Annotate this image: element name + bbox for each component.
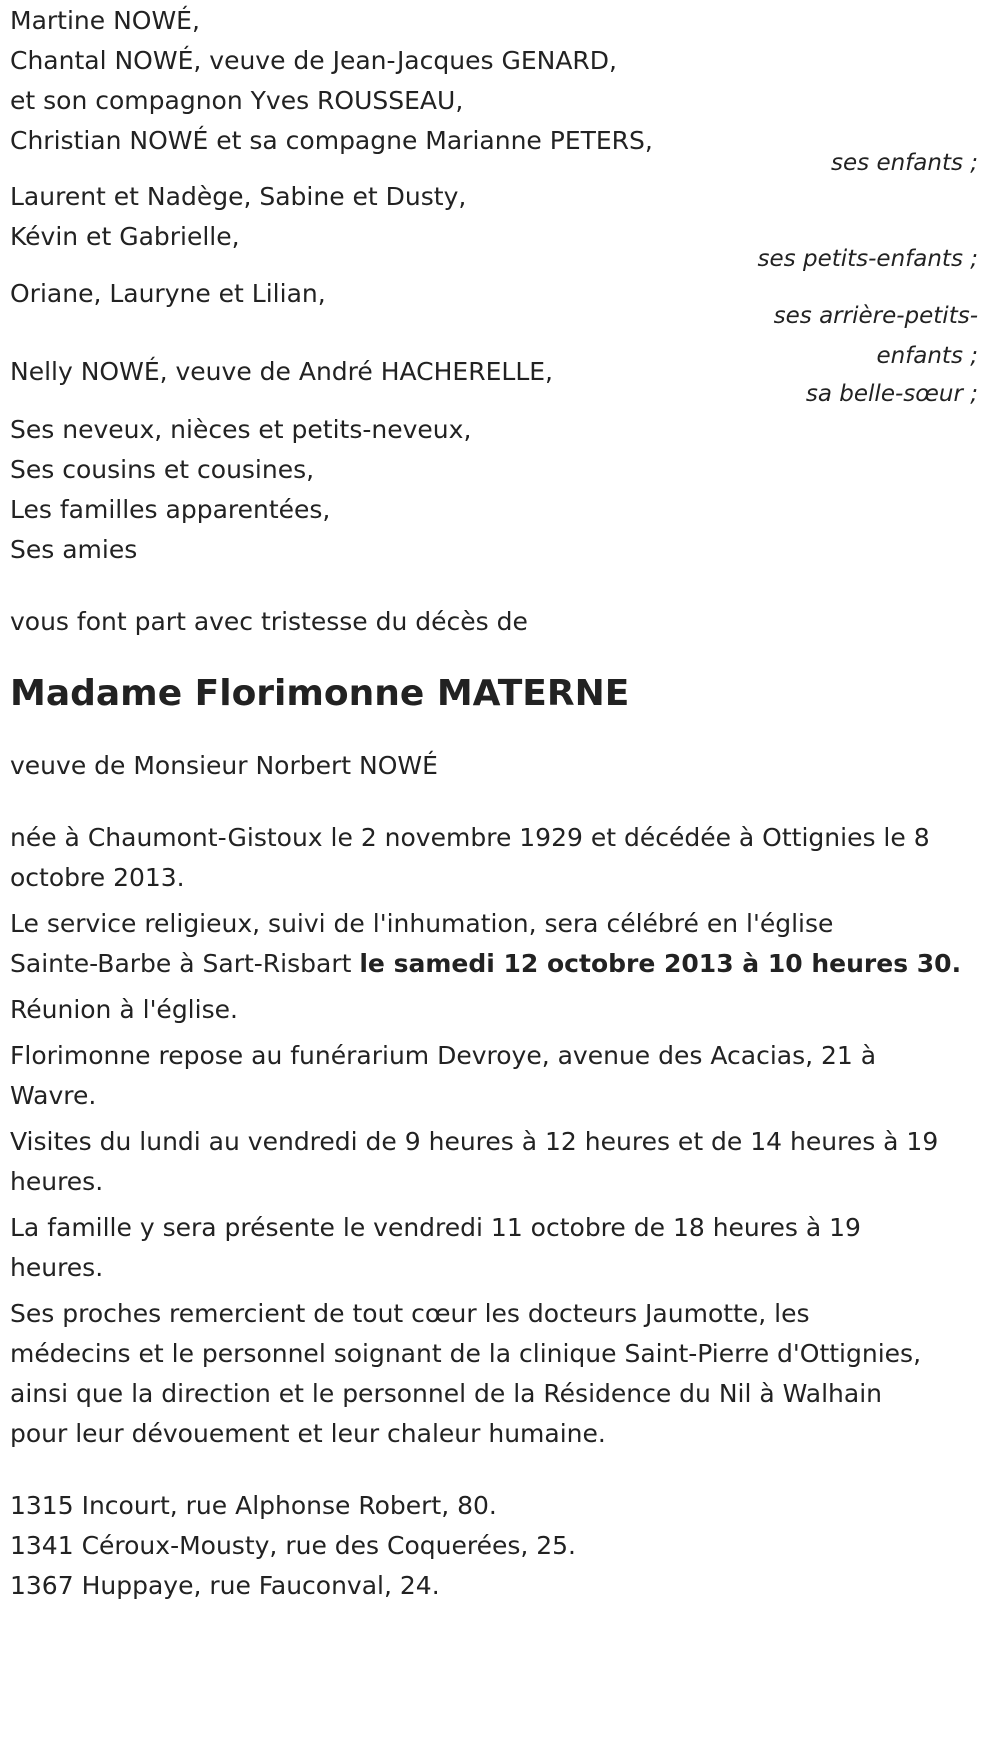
service-location: Sainte-Barbe à Sart-Risbart [10, 949, 360, 978]
service-line2 [10, 944, 990, 984]
child-line: Martine NOWÉ, [10, 6, 200, 35]
gathering-text: Réunion à l'église. [10, 995, 238, 1024]
child-line: et son compagnon Yves ROUSSEAU, [10, 86, 464, 115]
rests-line2: Wavre. [10, 1081, 97, 1110]
address-line: 1341 Céroux-Mousty, rue des Coquerées, 25. [10, 1531, 577, 1560]
rests-text [10, 1036, 990, 1116]
visits-line1: Visites du lundi au vendredi de 9 heures à 12 heures et de 14 heures à 19 [10, 1127, 939, 1156]
thanks-text [10, 1294, 990, 1454]
thanks-line: médecins et le personnel soignant de la clinique Saint-Pierre d'Ottignies, [10, 1339, 922, 1368]
family-present-line1: La famille y sera présente le vendredi 11 octobre de 18 heures à 19 [10, 1213, 861, 1242]
service-line1: Le service religieux, suivi de l'inhumation, sera célébré en l'église [10, 909, 834, 938]
great-grandchildren-role-line2: enfants ; [876, 343, 978, 369]
relative-line: Les familles apparentées, [10, 495, 331, 524]
visits-line2: heures. [10, 1167, 104, 1196]
grandchild-line: Kévin et Gabrielle, [10, 222, 240, 251]
sister-in-law-line: Nelly NOWÉ, veuve de André HACHERELLE, [10, 357, 553, 386]
thanks-line: ainsi que la direction et le personnel de la Résidence du Nil à Walhain [10, 1379, 882, 1408]
relative-line: Ses amies [10, 535, 138, 564]
address-line: 1315 Incourt, rue Alphonse Robert, 80. [10, 1491, 497, 1520]
birth-death-text [10, 818, 990, 898]
grandchildren-role: ses petits-enfants ; [757, 246, 978, 272]
service-date: le samedi 12 octobre 2013 à 10 heures 30. [359, 949, 962, 978]
visits-text [10, 1122, 990, 1202]
birth-death-line2: octobre 2013. [10, 863, 185, 892]
children-group [10, 1, 990, 183]
relative-line: Ses neveux, nièces et petits-neveux, [10, 415, 472, 444]
other-relatives-group [10, 410, 990, 570]
address-line: 1367 Huppaye, rue Fauconval, 24. [10, 1571, 440, 1600]
thanks-line: Ses proches remercient de tout cœur les docteurs Jaumotte, les [10, 1299, 810, 1328]
children-role: ses enfants ; [831, 150, 978, 176]
addresses-group [10, 1486, 990, 1606]
relative-line: Ses cousins et cousines, [10, 455, 315, 484]
birth-death-line1: née à Chaumont-Gistoux le 2 novembre 1929 et décédée à Ottignies le 8 [10, 823, 930, 852]
sister-in-law-role: sa belle-sœur ; [805, 381, 978, 407]
grandchildren-group [10, 177, 990, 279]
grandchild-line: Laurent et Nadège, Sabine et Dusty, [10, 182, 467, 211]
rests-line1: Florimonne repose au funérarium Devroye, avenue des Acacias, 21 à [10, 1041, 877, 1070]
child-line: Chantal NOWÉ, veuve de Jean-Jacques GENARD, [10, 46, 617, 75]
widow-of-text: veuve de Monsieur Norbert NOWÉ [10, 751, 438, 780]
announcement-text: vous font part avec tristesse du décès de [10, 607, 528, 636]
child-line: Christian NOWÉ et sa compagne Marianne PETERS, [10, 126, 653, 155]
sister-in-law-group [10, 352, 990, 414]
thanks-line: pour leur dévouement et leur chaleur humaine. [10, 1419, 606, 1448]
service-text [10, 904, 990, 984]
family-present-line2: heures. [10, 1253, 104, 1282]
family-present-text [10, 1208, 990, 1288]
great-grandchildren-role-line1: ses arrière-petits- [773, 303, 978, 329]
deceased-name: Madame Florimonne MATERNE [10, 673, 630, 714]
great-grandchild-line: Oriane, Lauryne et Lilian, [10, 279, 326, 308]
